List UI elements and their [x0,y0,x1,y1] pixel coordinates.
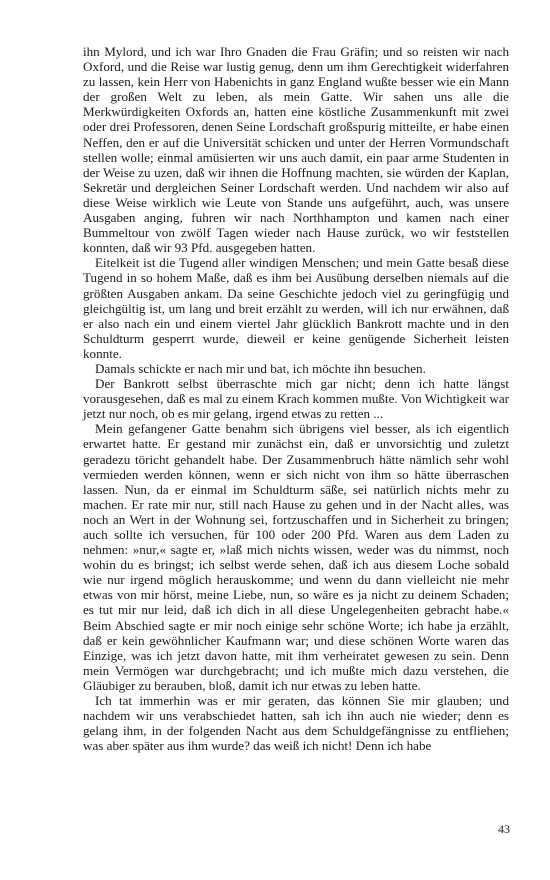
paragraph: ihn Mylord, und ich war Ihro Gnaden die Frau Gräfin; und so reisten wir nach Oxford, und die Reise war lustig genug, denn um ihm Gerechtigkeit widerfahren zu lassen, kein Herr von Habenichts in ganz England wußte besser wie ein Mann der großen Welt zu leben, als mein Gatte. Wir sahen uns alle die Merkwürdigkeiten Oxfords an, hatten eine köstliche Zusammenkunft mit zwei oder drei Professoren, denen Seine Lordschaft großspurig mitteilte, er habe einen Neffen, den er auf die Universität schicken und unter der Herren Vormundschaft stellen wolle; einmal amüsierten wir uns auch damit, ein paar arme Studenten in der Weise zu uzen, daß wir ihnen die Hoffnung machten, sie würden der Kaplan, Sekretär und dergleichen Seiner Lordschaft werden. Und nachdem wir also auf diese Weise wirklich wie Leute von Stande uns aufgeführt, auch, was unsere Ausgaben anging, fuhren wir nach Northhampton und kamen nach einer Bummeltour von zwölf Tagen wieder nach Hause zurück, wo wir feststellen konnten, daß wir 93 Pfd. ausgegeben hatten. [83,44,509,256]
paragraph: Eitelkeit ist die Tugend aller windigen Menschen; und mein Gatte besaß diese Tugend in so hohem Maße, daß es ihm bei Ausübung derselben niemals auf die größten Ausgaben ankam. Da seine Geschichte jedoch viel zu geringfügig und gleichgültig ist, um lang und breit erzählt zu werden, will ich nur erwähnen, daß er also nach ein und einem viertel Jahr glücklich Bankrott machte und in den Schuldturm gesperrt wurde, dieweil er keine genügende Sicherheit leisten konnte. [83,255,509,361]
paragraph: Ich tat immerhin was er mir geraten, das können Sie mir glauben; und nachdem wir uns verabschiedet hatten, sah ich ihn auch nie wieder; denn es gelang ihm, in der folgenden Nacht aus dem Schuldgefängnisse zu entfliehen; was aber später aus ihm wurde? das weiß ich nicht! Denn ich habe [83,693,509,754]
paragraph: Mein gefangener Gatte benahm sich übrigens viel besser, als ich eigentlich erwartet hatte. Er gestand mir zunächst ein, daß er unvorsichtig und zuletzt geradezu töricht gehandelt habe. Der Zusammenbruch hätte nämlich sehr wohl vermieden werden können, wenn er sich nicht von ihm so hätte überraschen lassen. Nun, da er einmal im Schuldturm säße, sei natürlich nichts mehr zu machen. Er rate mir nur, still nach Hause zu gehen und in der Nacht alles, was noch an Wert in der Wohnung sei, fortzuschaffen und in Sicherheit zu bringen; auch sollte ich versuchen, für 100 oder 200 Pfd. Waren aus dem Laden zu nehmen: »nur,« sagte er, »laß mich nichts wissen, weder was du nimmst, noch wohin du es bringst; ich selbst werde sehen, daß ich aus diesem Loche sobald wie nur irgend möglich herauskomme; und wenn du dann vielleicht nie mehr etwas von mir hörst, meine Liebe, nun, so wäre es ja nicht zu deinem Schaden; es tut mir nur leid, daß ich dich in all diese Ungelegenheiten gebracht habe.« Beim Abschied sagte er mir noch einige sehr schöne Worte; ich habe ja erzählt, daß er kein gewöhnlicher Kaufmann war; und diese schönen Worte waren das Einzige, was ich jetzt davon hatte, mit ihm verheiratet gewesen zu sein. Denn mein Vermögen war durchgebracht; und ich mußte mich dazu verstehen, die Gläubiger zu berauben, bloß, damit ich nur etwas zu leben hatte. [83,421,509,693]
paragraph: Damals schickte er nach mir und bat, ich möchte ihn besuchen. [95,360,426,376]
paragraph: Der Bankrott selbst überraschte mich gar nicht; denn ich hatte längst vorausgesehen, daß es mal zu einem Krach kommen mußte. Von Wichtigkeit war jetzt nur noch, ob es mir gelang, irgend etwas zu retten ... [83,376,509,422]
page-number: 43 [498,822,510,836]
body-text [83,44,509,753]
